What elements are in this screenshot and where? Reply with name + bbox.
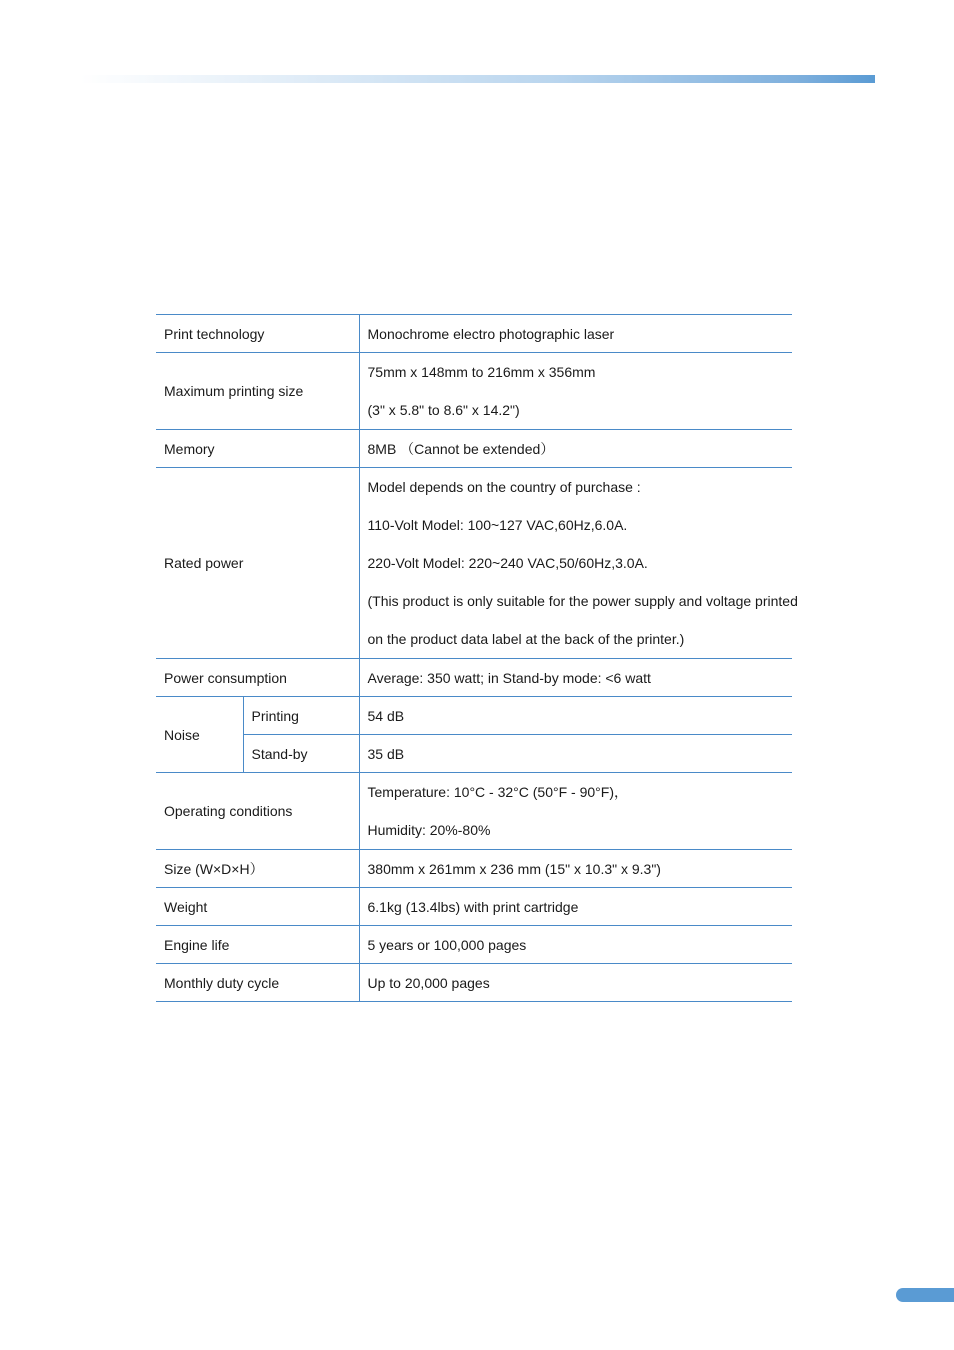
spec-value-line: Model depends on the country of purchase :	[367, 479, 641, 495]
spec-label: Maximum printing size	[156, 353, 359, 430]
spec-value	[359, 468, 798, 659]
spec-label: Weight	[156, 888, 359, 926]
spec-value-line: 220-Volt Model: 220~240 VAC,50/60Hz,3.0A.	[367, 555, 648, 571]
spec-value: 380mm x 261mm x 236 mm (15" x 10.3" x 9.3")	[359, 850, 792, 888]
spec-sublabel: Stand-by	[243, 735, 359, 773]
spec-label: Noise	[156, 697, 243, 773]
page-tab-marker	[896, 1288, 954, 1302]
spec-sublabel: Printing	[243, 697, 359, 735]
specifications-table	[156, 314, 798, 1002]
spec-value: Monochrome electro photographic laser	[359, 315, 792, 353]
spec-value-line: 75mm x 148mm to 216mm x 356mm	[367, 364, 596, 380]
spec-label: Print technology	[156, 315, 359, 353]
spec-value-line: Humidity: 20%-80%	[367, 822, 491, 838]
table-row	[156, 353, 792, 430]
spec-label: Monthly duty cycle	[156, 964, 359, 1002]
table-row	[156, 888, 792, 926]
spec-value-line: 110-Volt Model: 100~127 VAC,60Hz,6.0A.	[367, 517, 628, 533]
spec-label: Rated power	[156, 468, 359, 659]
spec-label: Engine life	[156, 926, 359, 964]
table-row	[156, 468, 792, 659]
table-row	[156, 926, 792, 964]
spec-value: 6.1kg (13.4lbs) with print cartridge	[359, 888, 792, 926]
header-gradient-bar	[80, 75, 875, 83]
spec-value: 54 dB	[359, 697, 792, 735]
spec-label: Operating conditions	[156, 773, 359, 850]
spec-label: Power consumption	[156, 659, 359, 697]
table-row	[156, 430, 792, 468]
spec-value-line: Temperature: 10°C - 32°C (50°F - 90°F)，	[367, 784, 628, 800]
spec-label: Size (W×D×H）	[156, 850, 359, 888]
spec-value: Average: 350 watt; in Stand-by mode: <6 watt	[359, 659, 792, 697]
spec-value: 35 dB	[359, 735, 792, 773]
table-row	[156, 850, 792, 888]
spec-value: Up to 20,000 pages	[359, 964, 792, 1002]
table-row	[156, 659, 792, 697]
spec-value-line: (3" x 5.8" to 8.6" x 14.2")	[367, 402, 520, 418]
table-row	[156, 773, 792, 850]
spec-value-line: (This product is only suitable for the power supply and voltage printed	[367, 593, 798, 609]
spec-value	[359, 353, 792, 430]
spec-value-line: on the product data label at the back of the printer.)	[367, 631, 685, 647]
spec-label: Memory	[156, 430, 359, 468]
table-row	[156, 964, 792, 1002]
table-row	[156, 697, 792, 735]
spec-value: 8MB （Cannot be extended）	[359, 430, 792, 468]
spec-value	[359, 773, 792, 850]
table-row	[156, 735, 792, 773]
spec-value: 5 years or 100,000 pages	[359, 926, 792, 964]
table-row	[156, 315, 792, 353]
